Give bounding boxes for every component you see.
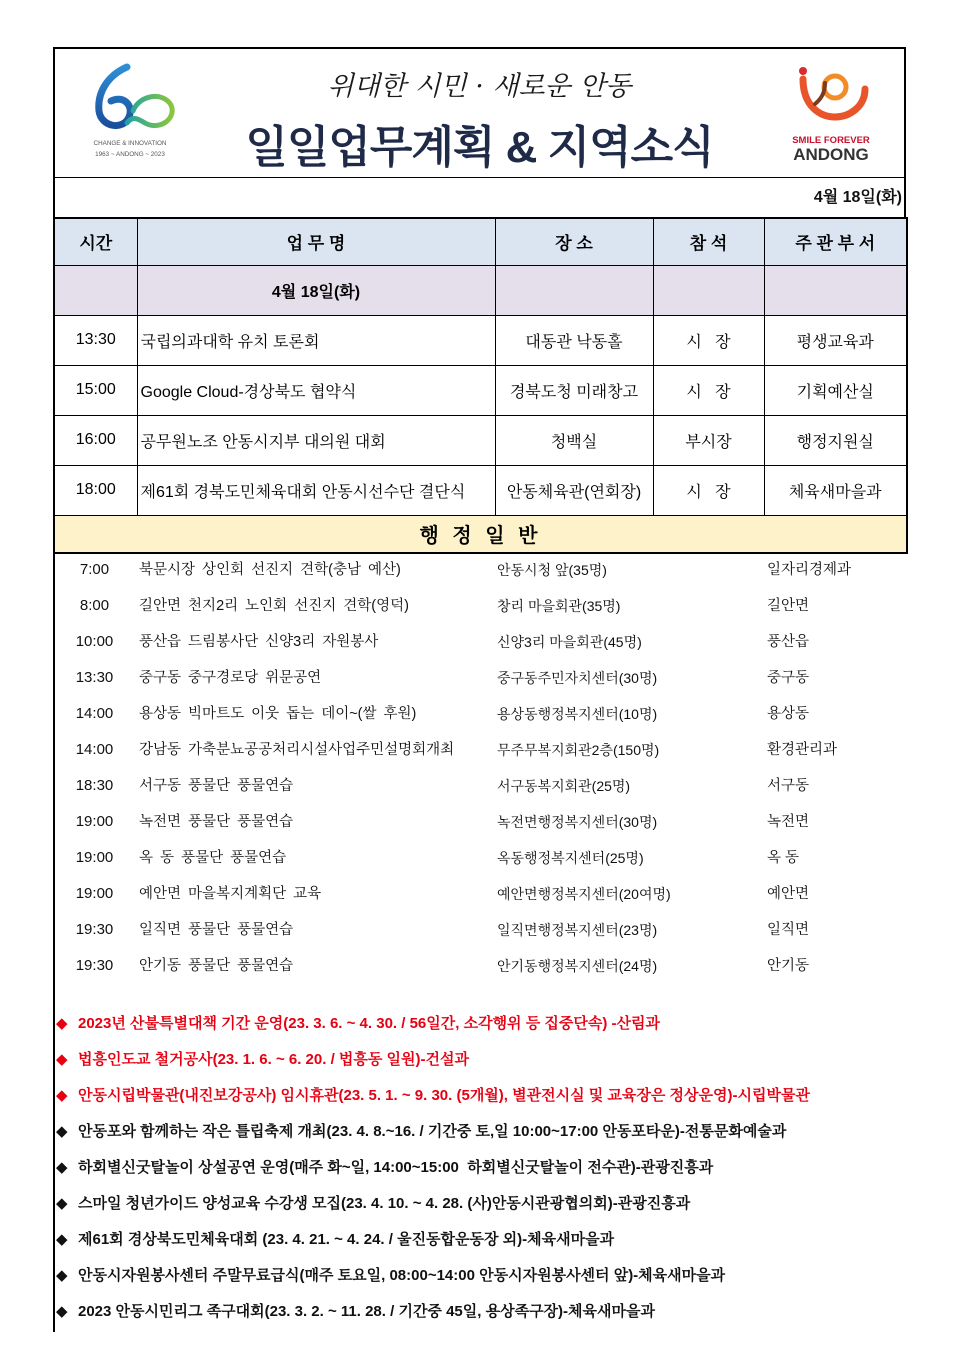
admin-dept: 녹전면: [767, 814, 810, 830]
notice-text: 2023 안동시민리그 족구대회(23. 3. 2. ~ 11. 28. / 기간중 45일, 용상족구장)-체육새마을과: [78, 1303, 655, 1320]
admin-place: 옥동행정복지센터(25명): [497, 850, 644, 866]
cell-place: 안동체육관(연회장): [495, 465, 653, 515]
date-row: [54, 265, 907, 315]
cell-time: 18:00: [54, 465, 137, 515]
notice-item: [56, 1042, 904, 1078]
diamond-bullet-icon: ◆: [56, 1195, 68, 1212]
list-item: [53, 876, 906, 912]
admin-dept: 환경관리과: [767, 742, 838, 758]
admin-task: 용상동 빅마트도 이웃 돕는 데이~(쌀 후원): [139, 706, 417, 722]
diamond-bullet-icon: ◆: [56, 1231, 68, 1248]
admin-dept: 예안면: [767, 886, 810, 902]
date-row-empty: [764, 265, 907, 315]
cell-time: 13:30: [54, 315, 137, 365]
admin-time: 7:00: [79, 561, 110, 578]
list-item: [53, 804, 906, 840]
list-item: [53, 552, 906, 588]
diamond-bullet-icon: ◆: [56, 1015, 68, 1032]
list-item: [53, 732, 906, 768]
cell-dept: 행정지원실: [764, 415, 907, 465]
notice-text: 법흥인도교 철거공사(23. 1. 6. ~ 6. 20. / 법흥동 일원)-건설과: [78, 1051, 469, 1068]
admin-place: 신양3리 마을회관(45명): [497, 634, 642, 650]
list-item: [53, 768, 906, 804]
diamond-bullet-icon: ◆: [56, 1159, 68, 1176]
list-item: [53, 660, 906, 696]
list-item: [53, 948, 906, 984]
table-row: [54, 315, 907, 365]
admin-list: [53, 552, 906, 984]
admin-dept: 풍산읍: [767, 634, 810, 650]
notice-text: 하회별신굿탈놀이 상설공연 운영(매주 화~일, 14:00~15:00 하회별신굿탈놀이 전수관)-관광진흥과: [78, 1159, 714, 1176]
notice-text: 안동시자원봉사센터 주말무료급식(매주 토요일, 08:00~14:00 안동시자원봉사센터 앞)-체육새마을과: [78, 1267, 726, 1284]
section-title: 행 정 일 반: [54, 515, 907, 553]
table-header-row: [54, 218, 907, 265]
column-header-task: 업 무 명: [137, 218, 495, 265]
admin-task: 옥 동 풍물단 풍물연습: [139, 850, 287, 866]
cell-task: Google Cloud-경상북도 협약식: [137, 365, 495, 415]
notice-item: [56, 1150, 904, 1186]
cell-place: 경북도청 미래창고: [495, 365, 653, 415]
notice-item: [56, 1186, 904, 1222]
date-row-label: 4월 18일(화): [137, 265, 495, 315]
notice-text: 안동시립박물관(내진보강공사) 임시휴관(23. 5. 1. ~ 9. 30. (5개월), 별관전시실 및 교육장은 정상운영)-시립박물관: [78, 1087, 810, 1104]
admin-time: 19:00: [75, 885, 114, 902]
notice-item: [56, 1006, 904, 1042]
admin-place: 녹전면행정복지센터(30명): [497, 814, 658, 830]
date-row-empty: [653, 265, 764, 315]
smile-forever-andong-logo-icon: [781, 61, 881, 165]
diamond-bullet-icon: ◆: [56, 1267, 68, 1284]
table-row: [54, 465, 907, 515]
admin-time: 19:00: [75, 849, 114, 866]
table-row: [54, 415, 907, 465]
cell-place: 대동관 낙동홀: [495, 315, 653, 365]
notice-list: [56, 1006, 904, 1330]
cell-task: 제61회 경북도민체육대회 안동시선수단 결단식: [137, 465, 495, 515]
cell-attendee: 시 장: [653, 315, 764, 365]
admin-task: 서구동 풍물단 풍물연습: [139, 778, 294, 794]
list-item: [53, 624, 906, 660]
admin-time: 14:00: [75, 705, 114, 722]
admin-dept: 옥 동: [767, 850, 800, 866]
date-row-empty: [54, 265, 137, 315]
admin-place: 예안면행정복지센터(20여명): [497, 886, 671, 902]
admin-dept: 중구동: [767, 670, 810, 686]
notice-item: [56, 1258, 904, 1294]
admin-dept: 용상동: [767, 706, 810, 722]
right-logo-line1: SMILE FOREVER: [792, 135, 870, 146]
right-logo-line2: ANDONG: [793, 145, 869, 164]
page-title: 일일업무계획 & 지역소식: [245, 123, 714, 172]
cell-time: 16:00: [54, 415, 137, 465]
cell-task: 공무원노조 안동시지부 대의원 대회: [137, 415, 495, 465]
admin-time: 19:30: [75, 921, 114, 938]
notice-text: 안동포와 함께하는 작은 틀립축제 개최(23. 4. 8.~16. / 기간중 토,일 10:00~17:00 안동포타운)-전통문화예술과: [78, 1123, 787, 1140]
admin-time: 13:30: [75, 669, 114, 686]
admin-time: 19:00: [75, 813, 114, 830]
diamond-bullet-icon: ◆: [56, 1303, 68, 1320]
admin-place: 무주무복지회관2층(150명): [497, 742, 660, 758]
admin-task: 중구동 중구경로당 위문공연: [139, 670, 322, 686]
cell-dept: 평생교육과: [764, 315, 907, 365]
notice-item: [56, 1114, 904, 1150]
admin-place: 중구동주민자치센터(30명): [497, 670, 658, 686]
admin-task: 북문시장 상인회 선진지 견학(충남 예산): [139, 562, 401, 578]
slogan: 위대한 시민 · 새로운 안동: [327, 71, 632, 102]
column-header-attendee: 참 석: [653, 218, 764, 265]
list-item: [53, 696, 906, 732]
list-item: [53, 912, 906, 948]
admin-time: 18:30: [75, 777, 114, 794]
cell-attendee: 시 장: [653, 365, 764, 415]
admin-task: 길안면 천지2리 노인회 선진지 견학(영덕): [139, 598, 409, 614]
admin-dept: 안기동: [767, 958, 810, 974]
admin-place: 창리 마을회관(35명): [497, 598, 621, 614]
document-date: 4월 18일(화): [53, 178, 906, 218]
section-header-row: [54, 515, 907, 553]
cell-place: 청백실: [495, 415, 653, 465]
date-row-empty: [495, 265, 653, 315]
admin-task: 녹전면 풍물단 풍물연습: [139, 814, 294, 830]
admin-task: 일직면 풍물단 풍물연습: [139, 922, 294, 938]
column-header-time: 시간: [54, 218, 137, 265]
diamond-bullet-icon: ◆: [56, 1051, 68, 1068]
cell-attendee: 시 장: [653, 465, 764, 515]
admin-task: 안기동 풍물단 풍물연습: [139, 958, 294, 974]
cell-time: 15:00: [54, 365, 137, 415]
diamond-bullet-icon: ◆: [56, 1123, 68, 1140]
admin-place: 안동시청 앞(35명): [497, 562, 607, 578]
cell-task: 국립의과대학 유치 토론회: [137, 315, 495, 365]
admin-place: 용상동행정복지센터(10명): [497, 706, 658, 722]
admin-time: 14:00: [75, 741, 114, 758]
admin-dept: 길안면: [767, 598, 810, 614]
admin-time: 10:00: [75, 633, 114, 650]
cell-dept: 체육새마을과: [764, 465, 907, 515]
notice-item: [56, 1294, 904, 1330]
admin-place: 안기동행정복지센터(24명): [497, 958, 658, 974]
schedule-table: [53, 217, 908, 554]
left-logo-line1: CHANGE & INNOVATION: [93, 140, 167, 147]
left-logo-line2: 1963 ~ ANDONG ~ 2023: [95, 151, 165, 158]
notice-item: [56, 1222, 904, 1258]
list-item: [53, 588, 906, 624]
admin-task: 강남동 가축분뇨공공처리시설사업주민설명회개최: [139, 742, 455, 758]
cell-dept: 기획예산실: [764, 365, 907, 415]
notice-text: 제61회 경상북도민체육대회 (23. 4. 21. ~ 4. 24. / 울진동합운동장 외)-체육새마을과: [78, 1231, 615, 1248]
admin-time: 8:00: [79, 597, 110, 614]
notice-text: 스마일 청년가이드 양성교육 수강생 모집(23. 4. 10. ~ 4. 28. (사)안동시관광협의회)-관광진흥과: [78, 1195, 691, 1212]
admin-place: 서구동복지회관(25명): [497, 778, 631, 794]
admin-dept: 일자리경제과: [767, 562, 852, 578]
column-header-place: 장 소: [495, 218, 653, 265]
admin-place: 일직면행정복지센터(23명): [497, 922, 658, 938]
document-header: [53, 47, 906, 178]
andong-60th-anniversary-logo-icon: [83, 61, 183, 165]
diamond-bullet-icon: ◆: [56, 1087, 68, 1104]
notice-item: [56, 1078, 904, 1114]
list-item: [53, 840, 906, 876]
notice-text: 2023년 산불특별대책 기간 운영(23. 3. 6. ~ 4. 30. / 56일간, 소각행위 등 집중단속) -산림과: [78, 1015, 660, 1032]
column-header-dept: 주 관 부 서: [764, 218, 907, 265]
admin-time: 19:30: [75, 957, 114, 974]
admin-task: 풍산읍 드림봉사단 신양3리 자원봉사: [139, 634, 379, 650]
table-row: [54, 365, 907, 415]
admin-dept: 서구동: [767, 778, 810, 794]
admin-task: 예안면 마을복지계획단 교육: [139, 886, 322, 902]
cell-attendee: 부시장: [653, 415, 764, 465]
admin-dept: 일직면: [767, 922, 810, 938]
